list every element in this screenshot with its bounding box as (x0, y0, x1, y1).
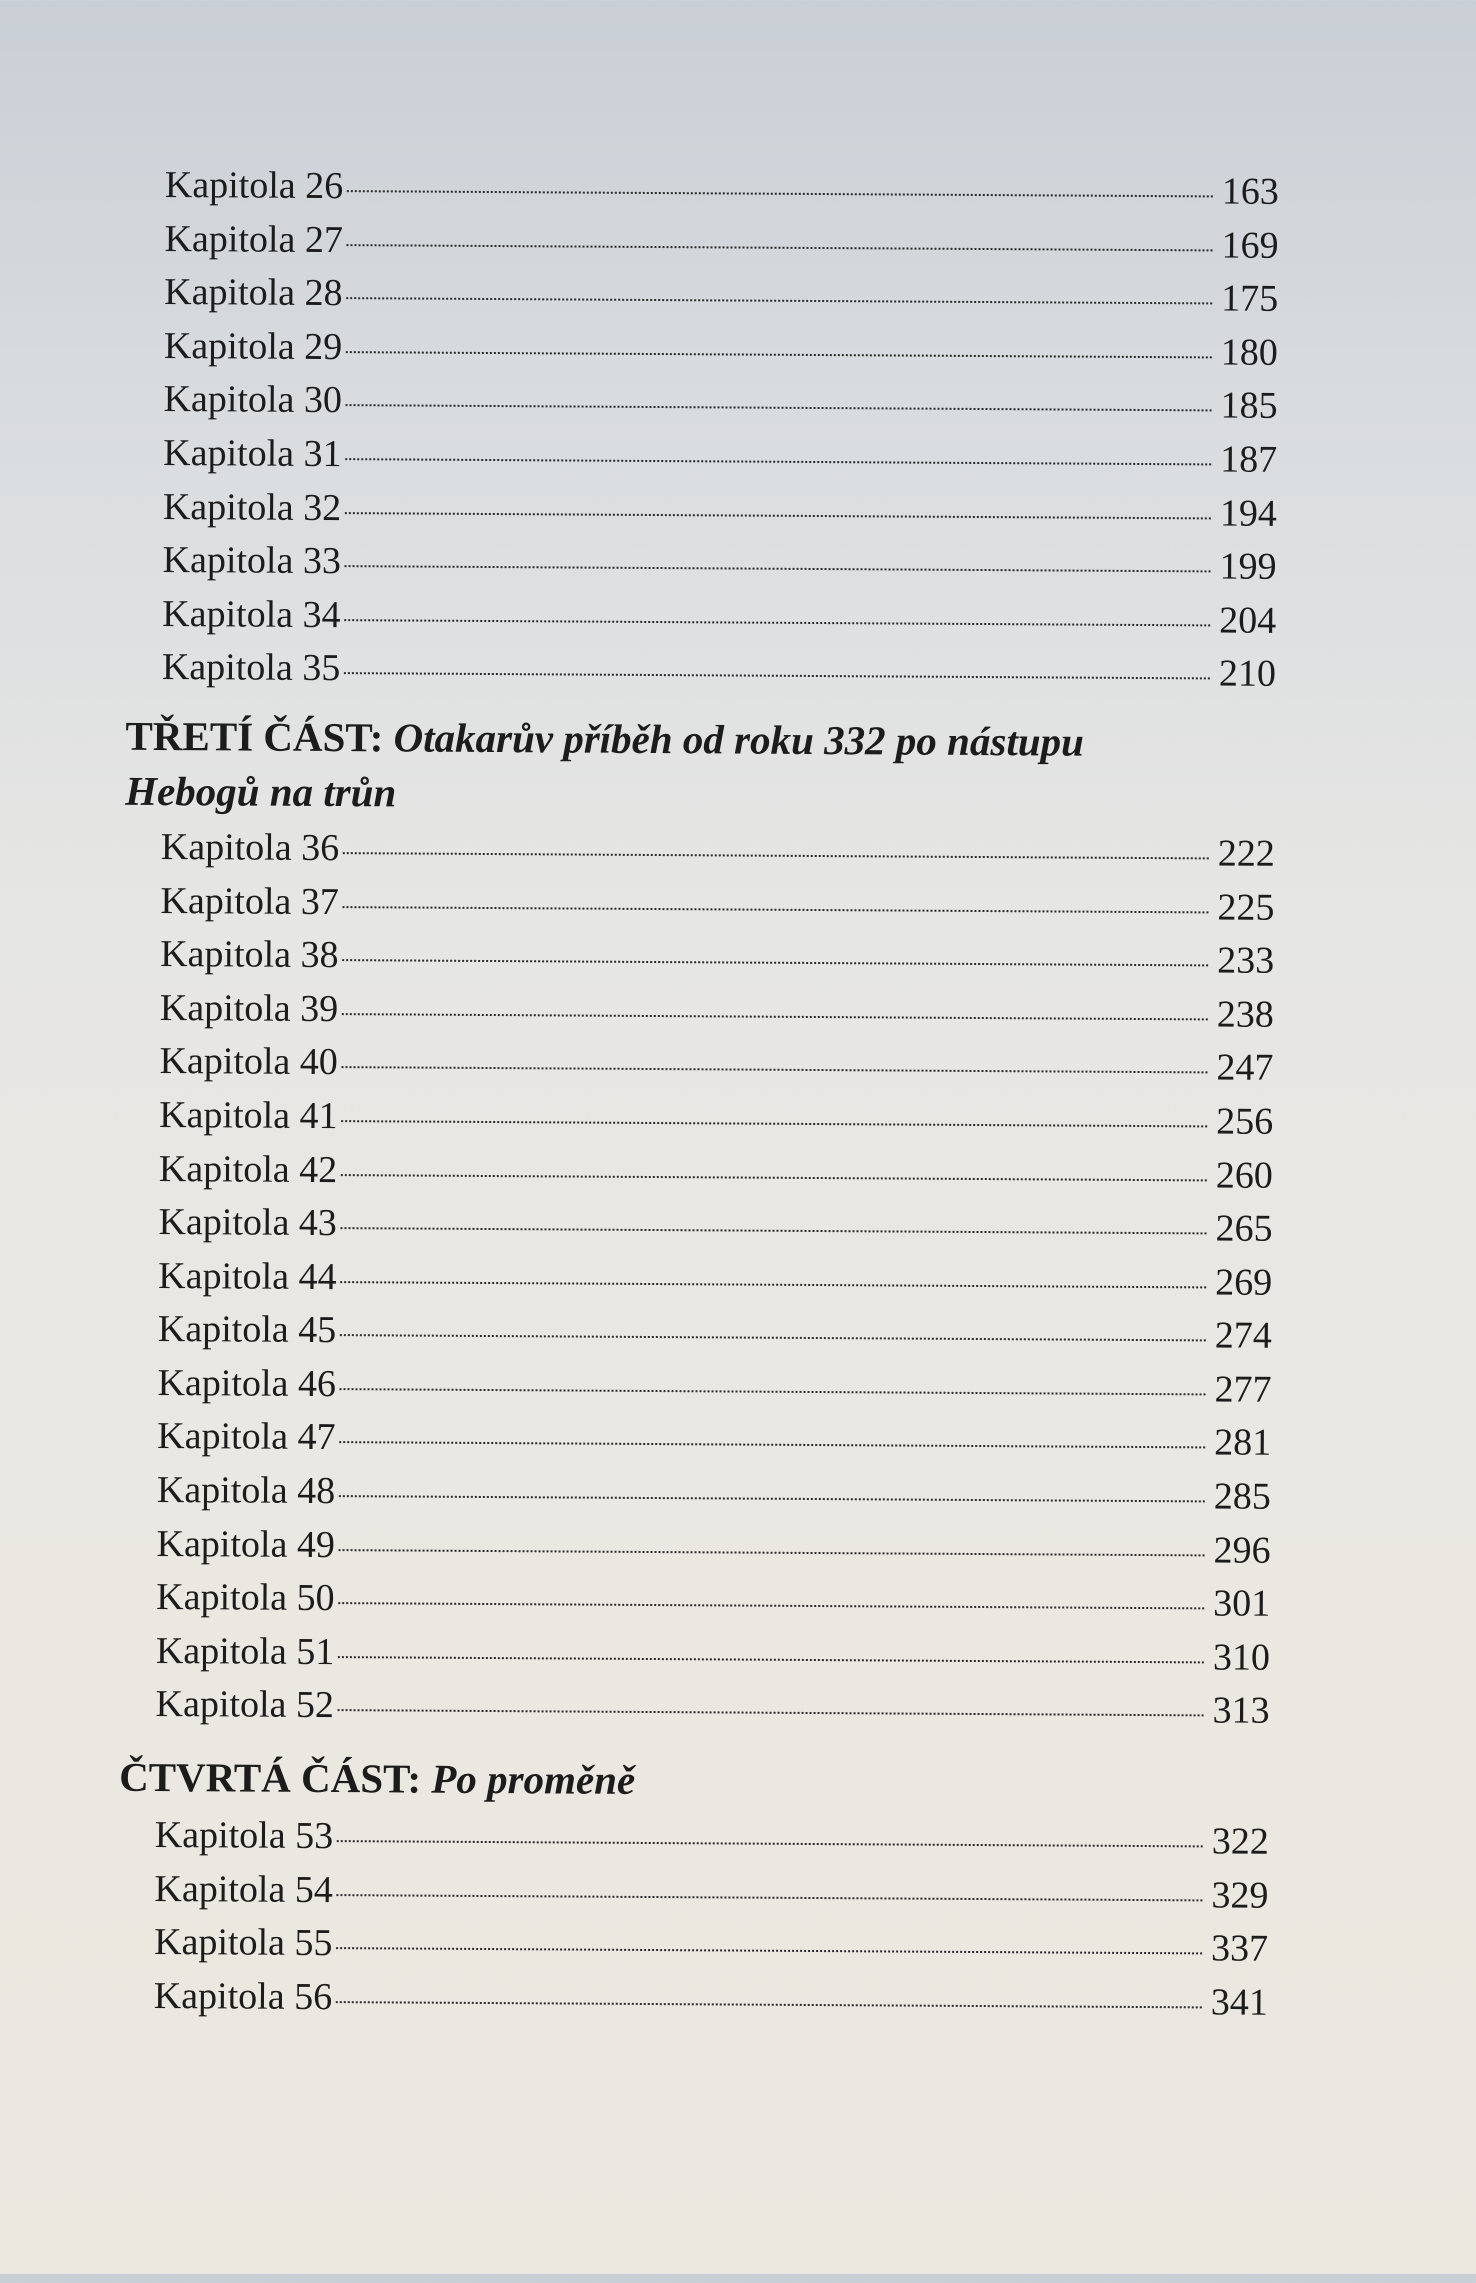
toc-entry (119, 1809, 1269, 1870)
toc-entry (127, 480, 1277, 541)
page-number: 301 (1213, 1582, 1271, 1626)
dot-leader (347, 244, 1213, 251)
toc-entry (127, 373, 1277, 434)
toc-entry (126, 534, 1276, 595)
toc-entry (123, 1142, 1273, 1203)
page-number: 187 (1220, 438, 1278, 481)
dot-leader (347, 297, 1213, 304)
dot-leader (346, 458, 1212, 465)
dot-leader (336, 1947, 1202, 1954)
chapter-label: Kapitola 46 (157, 1361, 337, 1405)
table-of-contents (118, 159, 1279, 2030)
page-number: 337 (1210, 1927, 1269, 1971)
page-number: 310 (1212, 1636, 1271, 1679)
toc-section-continued (126, 159, 1279, 702)
chapter-label: Kapitola 45 (157, 1308, 337, 1352)
chapter-label: Kapitola 44 (158, 1254, 337, 1298)
toc-entry (118, 1862, 1268, 1923)
chapter-label: Kapitola 48 (156, 1469, 336, 1513)
page-number: 204 (1219, 599, 1277, 642)
chapter-label: Kapitola 53 (154, 1814, 334, 1858)
page-number: 247 (1216, 1046, 1274, 1090)
toc-entry (122, 1196, 1272, 1257)
page-number: 277 (1214, 1368, 1272, 1411)
page-number: 180 (1220, 331, 1278, 374)
part-prefix: TŘETÍ ČÁST: (125, 712, 384, 761)
page-number: 199 (1219, 545, 1277, 588)
page-number: 329 (1211, 1874, 1269, 1917)
toc-entry (128, 212, 1278, 273)
page-number: 269 (1215, 1261, 1273, 1304)
part-heading (119, 1750, 1269, 1812)
dot-leader (345, 512, 1211, 519)
toc-entry (122, 1249, 1272, 1310)
toc-entry (124, 981, 1274, 1042)
toc-entry (125, 821, 1275, 882)
toc-entry (120, 1571, 1270, 1632)
chapter-label: Kapitola 41 (159, 1093, 338, 1137)
toc-entry (120, 1625, 1270, 1686)
dot-leader (340, 1442, 1206, 1449)
toc-entry (124, 874, 1274, 935)
chapter-label: Kapitola 56 (153, 1974, 333, 2018)
page-number: 233 (1217, 939, 1275, 982)
toc-entry (124, 928, 1274, 989)
page-number: 281 (1214, 1421, 1272, 1465)
dot-leader (343, 906, 1209, 913)
chapter-label: Kapitola 27 (164, 217, 344, 261)
part-title: Po proměně (431, 1755, 636, 1803)
dot-leader (342, 1013, 1208, 1020)
dot-leader (336, 2001, 1202, 2008)
dot-leader (345, 619, 1211, 626)
chapter-label: Kapitola 36 (160, 825, 340, 870)
chapter-label: Kapitola 30 (163, 378, 343, 422)
page-number: 194 (1219, 492, 1278, 535)
chapter-label: Kapitola 55 (154, 1921, 333, 1965)
toc-entry (126, 641, 1276, 702)
dot-leader (344, 672, 1210, 679)
toc-section-part-four (118, 1750, 1270, 2030)
dot-leader (337, 1894, 1203, 1901)
page-number: 238 (1216, 993, 1274, 1036)
dot-leader (341, 1174, 1207, 1181)
page-number: 169 (1221, 224, 1279, 267)
page-number: 285 (1213, 1475, 1272, 1518)
toc-entry (121, 1357, 1271, 1418)
part-prefix: ČTVRTÁ ČÁST: (119, 1753, 422, 1802)
page-number: 265 (1215, 1207, 1273, 1250)
page-number: 185 (1220, 384, 1278, 428)
page-number: 341 (1210, 1981, 1268, 2024)
dot-leader (342, 1066, 1208, 1073)
page-number: 260 (1215, 1153, 1273, 1197)
chapter-label: Kapitola 52 (155, 1683, 335, 1727)
toc-entry (126, 588, 1276, 649)
toc-entry (119, 1678, 1269, 1739)
dot-leader (346, 404, 1212, 411)
toc-entry (129, 159, 1279, 220)
dot-leader (343, 852, 1209, 859)
page-number: 274 (1214, 1314, 1272, 1358)
toc-entry (127, 427, 1277, 488)
chapter-label: Kapitola 33 (162, 539, 342, 583)
toc-entry (121, 1464, 1271, 1525)
toc-entry (121, 1410, 1271, 1471)
chapter-label: Kapitola 26 (164, 164, 344, 208)
chapter-label: Kapitola 49 (156, 1522, 336, 1566)
dot-leader (339, 1602, 1205, 1609)
chapter-label: Kapitola 50 (156, 1576, 335, 1620)
page-number: 210 (1218, 652, 1277, 696)
chapter-label: Kapitola 35 (161, 646, 341, 690)
dot-leader (338, 1710, 1204, 1717)
page-number: 175 (1221, 277, 1279, 321)
dot-leader (342, 959, 1208, 966)
chapter-label: Kapitola 31 (163, 431, 342, 476)
chapter-label: Kapitola 47 (157, 1415, 336, 1459)
toc-entry (118, 1970, 1268, 2031)
toc-entry (123, 1035, 1273, 1096)
dot-leader (340, 1334, 1206, 1341)
chapter-label: Kapitola 39 (159, 986, 339, 1030)
page-number: 225 (1217, 885, 1275, 929)
toc-entry (123, 1089, 1273, 1150)
dot-leader (342, 1120, 1208, 1127)
page-number: 296 (1213, 1529, 1271, 1572)
part-title: Otakarův příběh od roku 332 po nástupu Hebogů na trůn (125, 714, 1085, 816)
chapter-label: Kapitola 37 (160, 879, 339, 923)
page-number: 313 (1212, 1689, 1270, 1733)
page-number: 163 (1221, 170, 1279, 213)
dot-leader (341, 1281, 1207, 1288)
dot-leader (345, 565, 1211, 572)
dot-leader (337, 1840, 1203, 1847)
part-heading (125, 709, 1276, 826)
dot-leader (340, 1388, 1206, 1395)
toc-entry (118, 1916, 1268, 1977)
toc-entry (120, 1517, 1270, 1578)
page-number: 256 (1216, 1100, 1274, 1143)
chapter-label: Kapitola 32 (162, 485, 342, 529)
dot-leader (347, 190, 1213, 197)
toc-entry (122, 1303, 1272, 1364)
chapter-label: Kapitola 29 (163, 324, 343, 368)
page-number: 222 (1217, 832, 1275, 875)
chapter-label: Kapitola 34 (162, 592, 341, 636)
chapter-label: Kapitola 38 (160, 933, 339, 977)
toc-section-part-three (119, 709, 1275, 1739)
dot-leader (346, 351, 1212, 358)
chapter-label: Kapitola 42 (158, 1147, 338, 1191)
dot-leader (339, 1549, 1205, 1556)
chapter-label: Kapitola 51 (155, 1629, 335, 1673)
chapter-label: Kapitola 40 (159, 1040, 339, 1084)
chapter-label: Kapitola 43 (158, 1201, 338, 1245)
chapter-label: Kapitola 28 (164, 271, 343, 315)
chapter-label: Kapitola 54 (154, 1867, 333, 1911)
page-number: 322 (1211, 1820, 1269, 1863)
dot-leader (338, 1656, 1204, 1663)
dot-leader (339, 1495, 1205, 1502)
toc-entry (128, 266, 1278, 327)
dot-leader (341, 1227, 1207, 1234)
toc-entry (128, 320, 1278, 381)
